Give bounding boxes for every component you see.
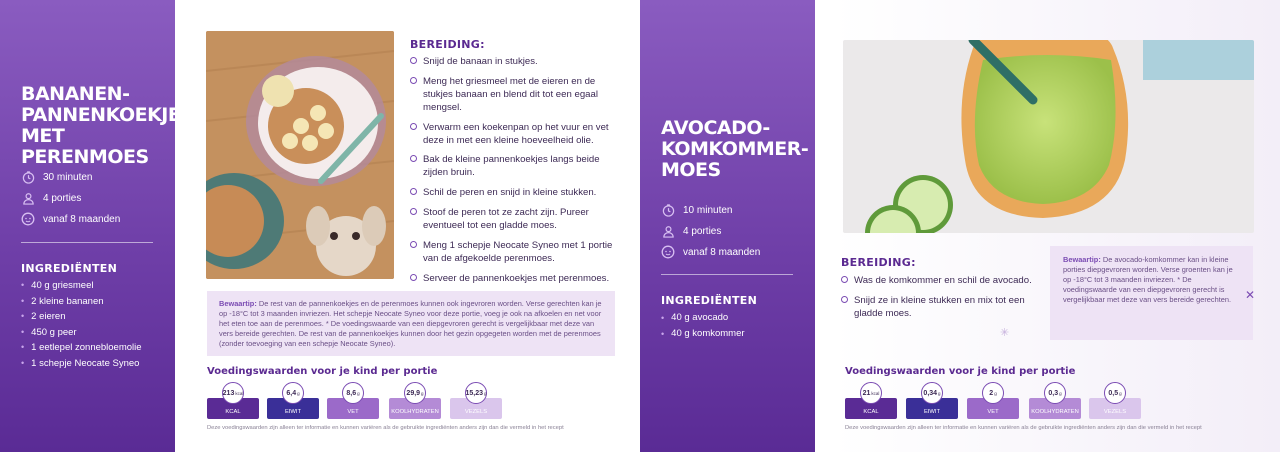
bullet-icon xyxy=(410,77,417,84)
nutrition-label: KOOLHYDRATEN xyxy=(389,398,441,419)
bullet-icon xyxy=(410,123,417,130)
step-item: Meng het griesmeel met de eieren en de stukjes banaan en blend dit tot een egaal mengsel. xyxy=(410,75,615,114)
nutrition-label: VET xyxy=(967,398,1019,419)
step-item: Was de komkommer en schil de avocado. xyxy=(841,274,1041,287)
age xyxy=(661,245,760,259)
sparkle-icon: ✕ xyxy=(1245,288,1256,302)
list-item: • 1 schepje Neocate Syneo xyxy=(21,356,142,372)
ingredients-heading: INGREDIËNTEN xyxy=(661,294,758,307)
nutrition-kcal: KCAL 213 kcal xyxy=(207,395,259,419)
list-item: • 1 eetlepel zonnebloemolie xyxy=(21,340,142,356)
right-sidebar xyxy=(640,0,815,452)
prep-time-text: 30 minuten xyxy=(43,171,93,183)
nutrition-label: KCAL xyxy=(845,398,897,419)
nutrition-value: 0,5 xyxy=(1108,389,1119,397)
steps-heading: BEREIDING: xyxy=(841,256,916,269)
nutrition-value: 8,6 xyxy=(346,389,357,397)
tip-text: De rest van de pannenkoekjes en de perenmoes kunnen ook ingevroren worden. Verse gerechten kan je op -18°C tot 3 maanden invriezen. Het schepje Neocate Syneo voor deze portie, voeg je ook na afkoelen en net voor het eten toe aan de perenmoes. * De voedingswaarde van een diepgevroren gerecht is vergelijkbaar met deze van vers bereide gerechten. De rest van de pannenkoekjes kunnen door het gezin opgegeten worden met de perenmoes (zonder toevoeging van een schepje Neocate Syneo). xyxy=(219,299,602,349)
nutrition-label: EIWIT xyxy=(267,398,319,419)
person-icon xyxy=(21,191,35,205)
ingredients-list xyxy=(21,278,142,371)
nutrition-label: VEZELS xyxy=(1089,398,1141,419)
nutrition-vezels: VEZELS 0,5 g xyxy=(1089,395,1141,419)
left-sidebar xyxy=(0,0,194,452)
nutrition-heading: Voedingswaarden voor je kind per portie xyxy=(207,366,438,377)
tip-text: De avocado-komkommer kan in kleine porties diepgevroren worden. Verse groenten kan je op -18°C tot 3 maanden invriezen. * De voedingswaarde van een diepgevroren gerecht is vergelijkbaar met deze van vers bereide gerechten. xyxy=(1063,255,1233,305)
step-item: Snijd de banaan in stukjes. xyxy=(410,55,615,68)
nutrition-koolhydraten: KOOLHYDRATEN 0,3 g xyxy=(1029,395,1081,419)
step-item: Snijd ze in kleine stukken en mix tot een gladde moes. xyxy=(841,294,1041,320)
divider xyxy=(661,274,793,275)
recipe-title: AVOCADO-KOMKOMMER-MOES xyxy=(661,117,809,181)
nutrition-eiwit: EIWIT 0,34 g xyxy=(906,395,958,419)
storage-tip xyxy=(1050,246,1256,340)
nutrition-value: 6,4 xyxy=(286,389,297,397)
nutrition-kcal: KCAL 21 kcal xyxy=(845,395,897,419)
portions-text: 4 porties xyxy=(43,192,82,204)
bullet-icon xyxy=(410,208,417,215)
sparkle-icon: ✳ xyxy=(1000,327,1010,339)
portions xyxy=(21,191,81,205)
step-item: Serveer de pannenkoekjes met perenmoes. xyxy=(410,272,615,285)
ingredients-heading: INGREDIËNTEN xyxy=(21,262,118,275)
bullet-icon xyxy=(410,241,417,248)
nutrition-value: 29,9 xyxy=(406,389,421,397)
steps-heading: BEREIDING: xyxy=(410,38,485,51)
step-item: Stoof de peren tot ze zacht zijn. Pureer eventueel tot een gladde moes. xyxy=(410,206,615,232)
divider xyxy=(21,242,153,243)
portions xyxy=(661,224,721,238)
list-item: • 40 g avocado xyxy=(661,310,745,326)
nutrition-value: 21 xyxy=(862,389,871,397)
age-text: vanaf 8 maanden xyxy=(683,246,761,258)
step-item: Schil de peren en snijd in kleine stukken. xyxy=(410,186,615,199)
disclaimer: Deze voedingswaarden zijn alleen ter informatie en kunnen variëren als de gebruikte ingrediënten anders zijn dan die vermeld in het recept xyxy=(845,425,1202,431)
disclaimer: Deze voedingswaarden zijn alleen ter informatie en kunnen variëren als de gebruikte ingrediënten anders zijn dan die vermeld in het recept xyxy=(207,425,564,431)
bullet-icon xyxy=(410,188,417,195)
list-item: • 450 g peer xyxy=(21,325,142,341)
bullet-icon xyxy=(841,296,848,303)
prep-time xyxy=(21,170,92,184)
list-item: • 40 g komkommer xyxy=(661,326,745,342)
clock-icon xyxy=(661,203,675,217)
nutrition-value: 15,23 xyxy=(465,389,484,397)
tip-label: Bewaartip: xyxy=(219,299,257,308)
nutrition-label: KCAL xyxy=(207,398,259,419)
list-item: • 40 g griesmeel xyxy=(21,278,142,294)
step-item: Meng 1 schepje Neocate Syneo met 1 portie van de afgekoelde perenmoes. xyxy=(410,239,615,265)
age xyxy=(21,212,120,226)
steps-list xyxy=(410,55,615,291)
list-item: • 2 eieren xyxy=(21,309,142,325)
nutrition-vet: VET 8,6 g xyxy=(327,395,379,419)
age-text: vanaf 8 maanden xyxy=(43,213,121,225)
nutrition-label: VEZELS xyxy=(450,398,502,419)
prep-time xyxy=(661,203,732,217)
nutrition-vet: VET 2 g xyxy=(967,395,1019,419)
portions-text: 4 porties xyxy=(683,225,722,237)
bullet-icon xyxy=(410,57,417,64)
recipe-title: BANANEN-PANNENKOEKJES MET PERENMOES xyxy=(21,83,194,168)
step-item: Bak de kleine pannenkoekjes langs beide zijden bruin. xyxy=(410,153,615,179)
avocado-puree-photo xyxy=(843,40,1254,233)
list-item: • 2 kleine bananen xyxy=(21,294,142,310)
nutrition-label: VET xyxy=(327,398,379,419)
bullet-icon xyxy=(841,276,848,283)
tip-label: Bewaartip: xyxy=(1063,255,1101,264)
bullet-icon xyxy=(410,155,417,162)
nutrition-heading: Voedingswaarden voor je kind per portie xyxy=(845,366,1076,377)
pancakes-photo xyxy=(206,31,394,279)
person-icon xyxy=(661,224,675,238)
nutrition-label: KOOLHYDRATEN xyxy=(1029,398,1081,419)
ingredients-list xyxy=(661,310,745,342)
step-item: Verwarm een koekenpan op het vuur en vet deze in met een kleine hoeveelheid olie. xyxy=(410,121,615,147)
storage-tip xyxy=(207,291,615,356)
steps-list xyxy=(841,274,1041,327)
nutrition-koolhydraten: KOOLHYDRATEN 29,9 g xyxy=(389,395,441,419)
bullet-icon xyxy=(410,274,417,281)
baby-icon xyxy=(21,212,35,226)
nutrition-value: 0,34 xyxy=(923,389,938,397)
nutrition-label: EIWIT xyxy=(906,398,958,419)
nutrition-value: 0,3 xyxy=(1048,389,1059,397)
nutrition-value: 2 xyxy=(989,389,994,397)
prep-time-text: 10 minuten xyxy=(683,204,733,216)
baby-icon xyxy=(661,245,675,259)
right-recipe-page xyxy=(640,0,1280,452)
nutrition-eiwit: EIWIT 6,4 g xyxy=(267,395,319,419)
nutrition-value: 213 xyxy=(222,389,235,397)
clock-icon xyxy=(21,170,35,184)
nutrition-vezels: VEZELS 15,23 g xyxy=(450,395,502,419)
